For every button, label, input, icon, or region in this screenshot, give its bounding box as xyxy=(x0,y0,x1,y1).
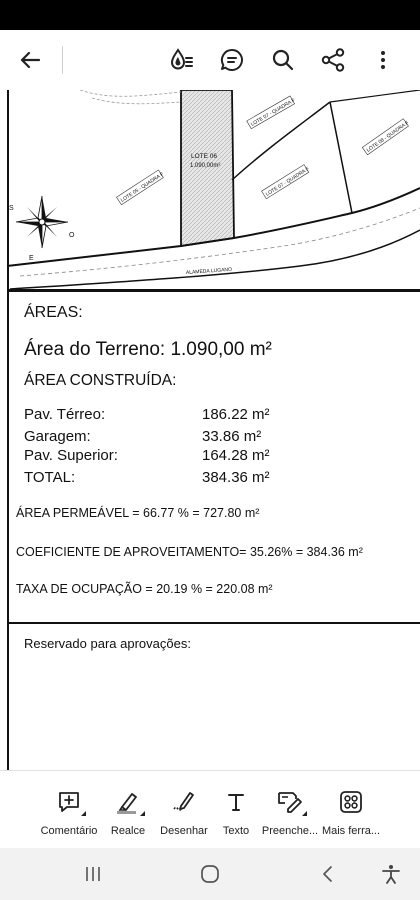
pdf-page[interactable] xyxy=(0,90,420,770)
row-value-terreo: 186.22 m² xyxy=(202,406,270,423)
coeficiente-line: COEFICIENTE DE APROVEITAMENTO= 35.26% = 384.36 m² xyxy=(16,545,363,559)
tool-preencher-label: Preenche... xyxy=(261,825,319,837)
tool-desenhar-label: Desenhar xyxy=(160,825,208,837)
recents-button[interactable] xyxy=(78,860,108,888)
more-tools-icon xyxy=(339,790,363,814)
nav-back-button[interactable] xyxy=(313,860,343,888)
terreno-area: Área do Terreno: 1.090,00 m² xyxy=(24,339,272,360)
highlighter-icon xyxy=(115,789,141,815)
nav-back-icon xyxy=(318,864,338,884)
accessibility-icon xyxy=(380,863,402,885)
section-divider-top xyxy=(7,290,420,292)
tool-mais-ferramentas-label: Mais ferra... xyxy=(321,825,381,837)
svg-text:1.090,00m²: 1.090,00m² xyxy=(190,163,221,169)
draw-pen-icon xyxy=(171,789,197,815)
comment-bubble-icon xyxy=(219,47,245,73)
app-bar xyxy=(0,30,420,90)
comments-button[interactable] xyxy=(216,44,248,76)
areas-heading: ÁREAS: xyxy=(24,304,83,321)
row-label-total: TOTAL: xyxy=(24,469,76,486)
search-icon xyxy=(271,48,295,72)
fill-sign-icon xyxy=(276,789,304,815)
svg-text:LOTE 08 - QUADRA F: LOTE 08 - QUADRA F xyxy=(365,120,411,154)
share-icon xyxy=(320,47,346,73)
row-label-terreo: Pav. Térreo: xyxy=(24,406,106,423)
search-button[interactable] xyxy=(267,44,299,76)
svg-text:LOTE 06: LOTE 06 xyxy=(191,153,218,160)
status-bar xyxy=(0,0,420,30)
svg-text:LOTE 07 - QUADRA F: LOTE 07 - QUADRA F xyxy=(250,97,297,128)
row-label-garagem: Garagem: xyxy=(24,428,91,445)
tool-realce-label: Realce xyxy=(110,825,146,837)
reservado-label: Reservado para aprovações: xyxy=(24,636,191,651)
svg-text:O: O xyxy=(69,232,75,239)
permeavel-line: ÁREA PERMEÁVEL = 66.77 % = 727.80 m² xyxy=(16,506,260,520)
add-comment-icon xyxy=(57,790,81,814)
compass-rose-icon xyxy=(9,196,75,262)
page-frame-left xyxy=(7,90,9,770)
edit-toolbar xyxy=(0,770,420,848)
tool-comentario-label: Comentário xyxy=(40,825,98,837)
ink-drop-icon xyxy=(167,46,195,74)
recents-icon xyxy=(83,864,103,884)
lote-07-lower-label xyxy=(262,164,311,199)
tool-preencher[interactable] xyxy=(257,787,323,837)
lote-05-label xyxy=(117,169,166,205)
row-value-total: 384.36 m² xyxy=(202,469,270,486)
tool-mais-ferramentas[interactable] xyxy=(318,787,384,837)
share-button[interactable] xyxy=(317,44,349,76)
construida-heading: ÁREA CONSTRUÍDA: xyxy=(24,372,177,389)
app-bar-divider xyxy=(62,46,63,74)
row-value-superior: 164.28 m² xyxy=(202,447,270,464)
system-nav-bar xyxy=(0,848,420,900)
home-icon xyxy=(199,863,221,885)
text-icon xyxy=(225,791,247,813)
more-vertical-icon xyxy=(371,48,395,72)
svg-text:ALAMEDA LUGANO: ALAMEDA LUGANO xyxy=(185,266,233,276)
reading-mode-button[interactable] xyxy=(165,44,197,76)
accessibility-button[interactable] xyxy=(376,860,406,888)
lote-07-upper-label xyxy=(247,95,297,129)
tool-texto-label: Texto xyxy=(222,825,250,837)
row-label-superior: Pav. Superior: xyxy=(24,447,118,464)
svg-text:E: E xyxy=(29,255,34,262)
home-button[interactable] xyxy=(195,860,225,888)
tool-comentario[interactable] xyxy=(36,787,102,837)
svg-text:LOTE 07 - QUADRA F: LOTE 07 - QUADRA F xyxy=(264,166,311,198)
svg-text:S: S xyxy=(9,205,14,212)
svg-text:LOTE 05 - QUADRA F: LOTE 05 - QUADRA F xyxy=(119,171,166,204)
site-plan-drawing xyxy=(0,90,420,290)
row-value-garagem: 33.86 m² xyxy=(202,428,262,445)
back-button[interactable] xyxy=(14,44,46,76)
section-divider-bottom xyxy=(7,622,420,624)
arrow-left-icon xyxy=(19,49,41,71)
lote-08-label xyxy=(362,118,410,155)
more-options-button[interactable] xyxy=(367,44,399,76)
taxa-line: TAXA DE OCUPAÇÃO = 20.19 % = 220.08 m² xyxy=(16,582,273,596)
